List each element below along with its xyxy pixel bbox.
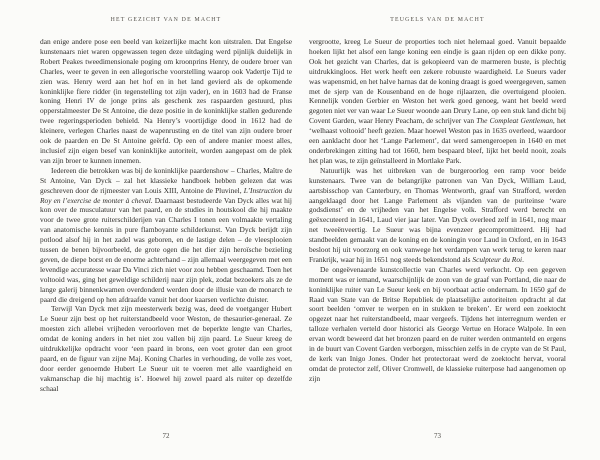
body-text: Natuurlijk was het uitbreken van de burgeroorlog een ramp voor beide kunstenaars. Twee van de belangrijke patronen van Van Dyck, William Laud, aartsbisschop van Canterbury, en Thomas Wentworth, graaf van Strafford, werden aangeklaagd door het Lange Parlement als vijanden van de puriteinse ‘ware godsdienst’ en de vrijheden van het Engelse volk. Strafford werd berecht en geëxecuteerd in 1641, Laud vier jaar later. Van Dyck overleed zelf in 1641, nog maar net tweeënveertig. Le Sueur was bijna evenzeer gecompromitteerd. Hij had standbeelden gemaakt van de koning en de koningin voor Laud in Oxford, en in 1643 besloot hij uit voorzorg en ook vanwege het verdampen van werk terug te keren naar Frankrijk, waar hij in 1651 nog steeds bekendstond als	[309, 165, 566, 264]
body-text-right	[309, 37, 566, 426]
body-text: dan enige andere pose een beeld van keizerlijke macht kon uitstralen. Dat Engelse kunstenaars niet waren opgewassen tegen deze uitdaging werd pijnlijk duidelijk in Robert Peakes tweedimensionale poging om kroonprins Henry, de oudere broer van Charles, weer te geven in een allegorische voorstelling waarop ook Vadertje Tijd te zien was. Henry werd aan het hof en in het land gevierd als de opkomende koninklijke fiere ridder (in tegenstelling tot zijn vader), en in 1603 had de Franse koning Henri IV de jonge prins als geschenk zes raspaarden gestuurd, plus opperstalmeester De St Antoine, die deze positie in de koninklijke stallen gedurende twee regeringsperioden behield. Na Henry’s voortijdige dood in 1612 had de kleinere, verlegen Charles naast de wapenrusting en de titel van zijn oudere broer ook de paarden en De St Antoine geërfd. Op een of andere manier moest alles, inclusief zijn eigen besef van koninklijke autoriteit, worden aangepast om de plek van zijn broer te kunnen innemen.	[40, 37, 292, 165]
paragraph	[309, 265, 566, 384]
paragraph	[40, 37, 292, 166]
italic-text: The Compleat Gentleman	[476, 116, 553, 126]
body-text-left	[40, 37, 292, 426]
body-text: .	[522, 254, 524, 264]
page-number-left: 72	[162, 432, 170, 440]
italic-text: Sculpteur du Roi	[472, 254, 523, 264]
body-text: De ongeëvenaarde kunstcollectie van Charles werd verkocht. Op een gegeven moment was er iemand, waarschijnlijk de zoon van de graaf van Portland, die naar de koninklijke ruiter van Le Sueur keek en bij voorbaat actie ondernam. In 1650 gaf de Raad van State van de Britse Republiek de plaatselijke autoriteiten opdracht al dat soort beelden ‘omver te werpen en in stukken te breken’. Er werd een zoektocht opgezet naar het ruiterstandbeeld, maar vergeefs. Tijdens het interregnum werden er talloze verhalen verteld door historici als George Vertue en Horace Walpole. In een ervan wordt beweerd dat het bronzen paard en de ruiter werden ontmanteld en ergens in de buurt van Covent Garden verborgen, misschien zelfs in de crypte van de St Paul, de kerk van Inigo Jones. Onder het protectoraat werd de zoektocht hervat, vooral omdat de protector zelf, Oliver Cromwell, de klassieke ruiterpose had aangenomen op zijn	[309, 264, 566, 383]
page-number-right: 73	[434, 432, 441, 440]
italic-text: L’Instruction du Roy en l’exercise de monter à cheval	[40, 185, 292, 205]
paragraph	[40, 166, 292, 305]
running-header-right: TEUGELS VAN DE MACHT	[390, 17, 485, 23]
paragraph	[309, 166, 566, 265]
body-text: vergrootte, kreeg Le Sueur de proporties toch niet helemaal goed. Vanuit bepaalde hoeken lijkt het alsof een lange koning een eindje is gaan rijden op een dikke pony. Ook het gezicht van Charles, dat is gekopieerd van de marmeren buste, is plechtig uitdrukkingloos. Het werk heeft een zekere robuuste waardigheid. Le Sueurs vader was wapensmid, en het halve harnas dat de koning draagt is goed weergegeven, samen met de sjerp van de Kousenband en de hoge rijlaarzen, die overtuigend plooien. Kennelijk vonden Gerbier en Weston het werk goed genoeg, want het beeld werd gegoten niet ver van waar Le Sueur woonde aan Drury Lane, op een stuk land dicht bij Covent Garden, waar Henry Peacham, de schrijver van	[309, 37, 566, 126]
body-text: Terwijl Van Dyck met zijn meesterwerk bezig was, deed de voetganger Hubert Le Sueur zijn best op het ruiterstandbeeld voor Weston, de thesaurier-generaal. Ze moesten zich allebei vrijheden veroorloven met de beperkte lengte van Charles, omdat de koning anders in het niet zou vallen bij zijn paard. Le Sueur kreeg de uitdrukkelijke opdracht voor ‘een paard in brons, een voet groter dan een groot paard, en de figuur van zijne Maj. Koning Charles in verhouding, de volle zes voet, door eerder genoemde Hubert Le Sueur uit te voeren met alle vaardigheid en vakmanschap die hij machtig is’. Hoewel hij zowel paard als ruiter op dezelfde schaal	[40, 304, 292, 393]
running-header-left: HET GEZICHT VAN DE MACHT	[110, 17, 222, 23]
body-text: . Daarnaast bestudeerde Van Dyck alles wat hij kon over de musculatuur van het paard, en de studies in houtskool die hij maakte voor de twee grote ruiterschilderijen van Charles I tonen een volmaakte vertaling van anatomische kennis in pure flamboyante schilderkunst. Van Dyck berijdt zijn potlood alsof hij in het zadel was geboren, en de lastige delen – de vleesplooien tussen de benen bijvoorbeeld, de grote ogen die het dier zijn heroïsche bezieling geven, de diepe borst en de enorme achterhand – zijn allemaal weergegeven met een levendige accuratesse waar Da Vinci zich niet voor zou hebben geschaamd. Toen het voltooid was, ging het geweldige schilderij naar zijn plek, zodat bezoekers als ze de lange galerij binnenkwamen overdonderd werden door de illusie van de monarch te paard die dreigend op hen afdraafde vanuit het door kaarsen verlichte duister.	[40, 195, 292, 304]
body-text: Iedereen die betrokken was bij de koninklijke paardenshow – Charles, Maître de St Antoine, Van Dyck – zal het klassieke handboek hebben gelezen dat was geschreven door de rijmeester van Louis XIII, Antoine de Pluvinel,	[40, 165, 292, 195]
body-text: , het ‘welhaast voltooid’ heeft gezien. Maar hoewel Weston pas in 1635 overleed, waardoor een aanklacht door het ‘Lange Parlement’, dat werd samengeroepen in 1640 en met onderbrekingen zitting had tot 1660, hem bespaard bleef, lijkt het beeld nooit, zoals het plan was, te zijn geïnstalleerd in Mortlake Park.	[309, 116, 566, 165]
paragraph	[40, 304, 292, 393]
paragraph	[309, 37, 566, 166]
page-right	[300, 0, 600, 460]
